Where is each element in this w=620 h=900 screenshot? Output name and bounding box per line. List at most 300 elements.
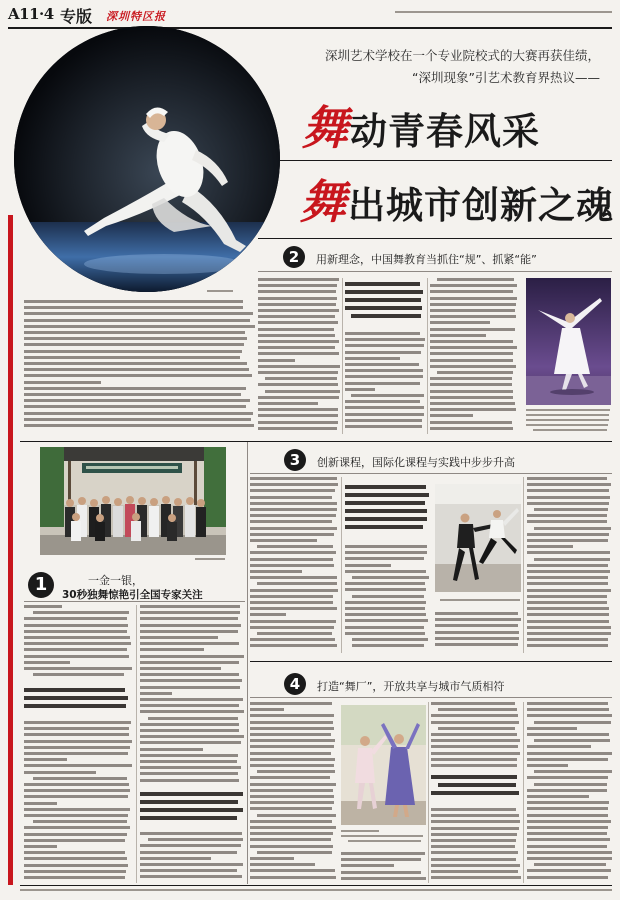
text-line [140, 624, 241, 627]
text-line [24, 312, 253, 315]
headline-line-2 [300, 166, 614, 232]
text-line [24, 642, 131, 645]
text-line [352, 595, 425, 598]
text-line [431, 851, 518, 854]
text-line [250, 607, 337, 610]
text-line [250, 745, 334, 748]
duet-illustration [435, 484, 521, 592]
text-line [430, 359, 513, 362]
text-line [345, 557, 424, 560]
text-line [24, 704, 126, 708]
text-line [435, 624, 518, 627]
text-line [250, 514, 336, 517]
article-text-column [431, 702, 521, 772]
text-line [527, 632, 611, 635]
text-line [140, 760, 237, 763]
text-line [140, 686, 240, 689]
text-line [250, 795, 334, 798]
text-line [24, 746, 130, 749]
masthead-rule [8, 27, 612, 29]
text-line [430, 315, 516, 318]
text-line [431, 858, 516, 861]
text-line [140, 679, 242, 682]
text-line [258, 359, 295, 362]
text-line [24, 783, 129, 786]
text-line [431, 833, 517, 836]
text-line [24, 387, 246, 390]
text-line [430, 396, 513, 399]
text-line [148, 717, 237, 720]
text-line [527, 533, 609, 536]
text-line [345, 282, 420, 286]
text-line [345, 607, 425, 610]
hero-photo-credit [205, 290, 233, 295]
text-line [140, 875, 242, 878]
text-line [24, 399, 250, 402]
text-line [527, 845, 607, 848]
text-line [431, 739, 520, 742]
text-line [140, 630, 238, 633]
text-line [250, 539, 317, 542]
dancer-illustration [526, 278, 611, 405]
text-line [24, 424, 254, 427]
text-line [430, 309, 515, 312]
text-line [527, 714, 612, 717]
text-line [258, 290, 336, 293]
text-line [250, 638, 335, 641]
text-line [527, 620, 609, 623]
text-line [140, 605, 240, 608]
section-2-rule [258, 271, 612, 272]
text-line [431, 839, 516, 842]
text-line [534, 508, 608, 511]
text-line [250, 613, 286, 616]
text-line [527, 551, 610, 554]
text-line [430, 390, 513, 393]
text-line [258, 278, 339, 281]
text-line [435, 643, 518, 646]
pull-quote [140, 792, 244, 828]
text-line [527, 826, 608, 829]
text-line [431, 775, 517, 779]
text-line [345, 509, 427, 513]
headline-line-1 [302, 92, 540, 158]
text-line [527, 644, 608, 647]
text-line [431, 714, 518, 717]
text-line [430, 334, 486, 337]
text-line [430, 414, 473, 417]
text-line [430, 421, 512, 424]
photo-caption [341, 830, 426, 846]
text-line [250, 721, 333, 724]
text-line [431, 702, 515, 705]
text-line [345, 517, 427, 521]
text-line [140, 617, 238, 620]
text-line [345, 626, 424, 629]
column-divider [247, 442, 248, 884]
text-line [431, 764, 517, 767]
text-line [431, 758, 517, 761]
text-line [534, 770, 612, 773]
text-line [250, 564, 334, 567]
section-number-badge: 4 [284, 673, 306, 695]
section-1-rule [24, 601, 245, 602]
text-line [24, 870, 126, 873]
text-line [395, 11, 612, 13]
text-line [24, 368, 249, 371]
text-line [250, 502, 337, 505]
text-line [258, 346, 335, 349]
text-line [534, 863, 607, 866]
text-line [534, 739, 611, 742]
text-line [24, 393, 241, 396]
text-line [24, 381, 101, 384]
text-line [435, 631, 519, 634]
headline-divider [280, 160, 612, 161]
text-line [527, 764, 568, 767]
text-line [250, 533, 334, 536]
text-line [250, 776, 330, 779]
section-4-title: 打造“舞厂”，开放共享与城市气质相符 [317, 680, 505, 693]
text-line [258, 371, 338, 374]
text-line [527, 613, 609, 616]
article-text-column [345, 545, 429, 653]
text-line [534, 783, 608, 786]
text-line [527, 496, 610, 499]
article-text-column [527, 477, 612, 653]
text-line [438, 783, 515, 787]
text-line [527, 820, 611, 823]
text-line [345, 551, 427, 554]
text-line [140, 698, 243, 701]
text-line [140, 636, 218, 639]
text-line [527, 595, 607, 598]
text-line [527, 745, 591, 748]
text-line [345, 582, 425, 585]
text-line [207, 290, 233, 292]
photo-credit [195, 558, 225, 563]
text-line [250, 863, 315, 866]
text-line [24, 789, 130, 792]
article-text-column [527, 702, 612, 883]
text-line [527, 601, 607, 604]
text-line [257, 770, 335, 773]
text-line [250, 714, 334, 717]
text-line [250, 789, 333, 792]
text-line [527, 576, 608, 579]
text-line [24, 857, 127, 860]
text-line [341, 877, 426, 880]
article-text-column [250, 702, 336, 883]
text-line [140, 851, 237, 854]
text-line [24, 876, 125, 879]
section-4-rule [250, 697, 612, 698]
text-line [33, 777, 127, 780]
text-line [140, 772, 238, 775]
article-text-column [250, 477, 338, 653]
text-line [430, 340, 513, 343]
text-line [265, 377, 337, 380]
page-divider [20, 441, 612, 442]
text-line [526, 414, 609, 416]
text-line [527, 483, 611, 486]
text-line [257, 545, 333, 548]
text-line [345, 588, 426, 591]
column-divider [341, 477, 342, 653]
text-line [527, 589, 611, 592]
text-line [527, 795, 589, 798]
text-line [351, 314, 420, 318]
text-line [250, 708, 284, 711]
text-line [140, 723, 239, 726]
text-line [250, 869, 335, 872]
text-line [345, 338, 425, 341]
article-text-column [24, 605, 132, 685]
text-line [430, 365, 516, 368]
text-line [345, 501, 425, 505]
students-dancing-photo [341, 705, 426, 825]
text-line [345, 545, 427, 548]
text-line [24, 839, 125, 842]
text-line [430, 383, 512, 386]
text-line [140, 779, 239, 782]
text-line [24, 727, 129, 730]
text-line [24, 648, 127, 651]
text-line [258, 321, 338, 324]
text-line [345, 525, 423, 529]
text-line [527, 514, 607, 517]
text-line [250, 733, 331, 736]
text-line [341, 871, 421, 874]
text-line [345, 632, 425, 635]
text-line [430, 321, 490, 324]
text-line [24, 337, 247, 340]
duet-dancers-photo [435, 484, 521, 592]
text-line [24, 814, 128, 817]
page-number: A11·4 [8, 5, 54, 23]
text-line [24, 412, 253, 415]
text-line [258, 396, 339, 399]
text-line [527, 477, 607, 480]
text-line [250, 595, 333, 598]
text-line [527, 582, 608, 585]
text-line [140, 869, 237, 872]
text-line [140, 741, 241, 744]
column-divider [342, 278, 343, 434]
text-line [527, 520, 607, 523]
text-line [345, 493, 429, 497]
solo-dancer-photo [526, 278, 611, 405]
text-line [250, 752, 331, 755]
text-line [430, 408, 516, 411]
article-text-column [435, 612, 521, 653]
group-photo [40, 447, 226, 555]
text-line [250, 845, 333, 848]
section-divider [250, 661, 612, 662]
text-line [140, 863, 243, 866]
text-line [352, 644, 425, 647]
text-line [250, 826, 336, 829]
text-line [140, 661, 239, 664]
text-line [250, 601, 333, 604]
section-tag: 专版 [60, 7, 93, 26]
text-line [527, 857, 612, 860]
text-line [534, 558, 610, 561]
text-line [430, 303, 516, 306]
text-line [431, 745, 518, 748]
text-line [195, 558, 225, 560]
text-line [345, 485, 426, 489]
text-line [527, 733, 609, 736]
text-line [258, 340, 339, 343]
text-line [258, 284, 337, 287]
text-line [24, 740, 132, 743]
text-line [345, 570, 426, 573]
text-line [140, 766, 241, 769]
text-line [527, 489, 609, 492]
text-line [250, 489, 335, 492]
text-line [438, 727, 515, 730]
text-line [24, 655, 129, 658]
text-line [24, 851, 125, 854]
text-line [431, 864, 520, 867]
text-line [148, 838, 242, 841]
text-line [341, 864, 394, 867]
text-line [341, 835, 423, 837]
text-line [437, 278, 514, 281]
text-line [250, 758, 335, 761]
text-line [341, 830, 379, 832]
text-line [431, 791, 519, 795]
text-line [250, 483, 338, 486]
students-illustration [341, 705, 426, 825]
text-line [24, 808, 130, 811]
kicker-line-2: “深圳现象”引艺术教育界热议—— [412, 70, 600, 85]
text-line [24, 356, 240, 359]
text-line [345, 351, 421, 354]
text-line [250, 558, 333, 561]
text-line [24, 733, 129, 736]
text-line [24, 418, 251, 421]
column-divider [523, 702, 524, 883]
text-line [33, 611, 130, 614]
text-line [24, 362, 247, 365]
section-number-badge: 3 [284, 449, 306, 471]
text-line [345, 619, 428, 622]
headline-text: 出城市创新之魂 [348, 183, 614, 227]
article-text-column [24, 721, 132, 883]
text-line [348, 840, 421, 842]
text-line [140, 710, 244, 713]
text-line [527, 851, 612, 854]
article-text-column [430, 278, 518, 434]
text-line [250, 570, 302, 573]
text-line [527, 607, 609, 610]
text-line [345, 369, 423, 372]
section-number-badge: 2 [283, 246, 305, 268]
text-line [250, 801, 334, 804]
text-line [534, 721, 611, 724]
text-line [250, 876, 336, 879]
accent-bar [8, 215, 13, 885]
text-line [140, 857, 211, 860]
text-line [140, 748, 203, 751]
text-line [527, 545, 573, 548]
text-line [24, 667, 132, 670]
text-line [345, 344, 424, 347]
text-line [250, 520, 332, 523]
text-line [527, 876, 608, 879]
text-line [352, 638, 428, 641]
headline-text: 动青春风采 [350, 109, 540, 153]
text-line [435, 612, 518, 615]
text-line [258, 365, 340, 368]
text-line [430, 427, 513, 430]
text-line [345, 400, 420, 403]
text-line [345, 306, 422, 310]
text-line [257, 814, 336, 817]
text-line [258, 352, 339, 355]
text-line [527, 807, 608, 810]
text-line [440, 599, 520, 601]
text-line [435, 637, 519, 640]
text-line [24, 617, 127, 620]
text-line [250, 838, 331, 841]
text-line [24, 696, 128, 700]
text-line [527, 570, 610, 573]
text-line [435, 618, 521, 621]
text-line [140, 692, 172, 695]
text-line [24, 802, 57, 805]
text-line [24, 758, 67, 761]
text-line [431, 733, 517, 736]
text-line [430, 377, 512, 380]
text-line [33, 673, 125, 676]
headline-accent-char: 舞 [302, 101, 349, 155]
text-line [140, 792, 243, 796]
article-text-column [140, 605, 244, 789]
text-line [24, 319, 250, 322]
text-line [527, 564, 608, 567]
section-number-badge: 1 [28, 572, 54, 598]
text-line [257, 632, 332, 635]
text-line [258, 427, 337, 430]
text-line [351, 394, 424, 397]
group-illustration [40, 447, 226, 555]
text-line [24, 845, 57, 848]
article-text-column [345, 332, 425, 434]
text-line [140, 655, 244, 658]
text-line [24, 331, 245, 334]
text-line [140, 832, 242, 835]
text-line [430, 297, 517, 300]
intro-article-text [24, 300, 256, 435]
text-line [345, 419, 422, 422]
text-line [527, 502, 609, 505]
text-line [345, 363, 419, 366]
text-line [431, 721, 519, 724]
text-line [24, 300, 243, 303]
text-line [24, 630, 127, 633]
text-line [345, 601, 426, 604]
text-line [438, 708, 517, 711]
text-line [431, 827, 519, 830]
text-line [140, 844, 241, 847]
text-line [258, 328, 334, 331]
text-line [250, 857, 294, 860]
text-line [345, 406, 424, 409]
text-line [527, 727, 577, 730]
